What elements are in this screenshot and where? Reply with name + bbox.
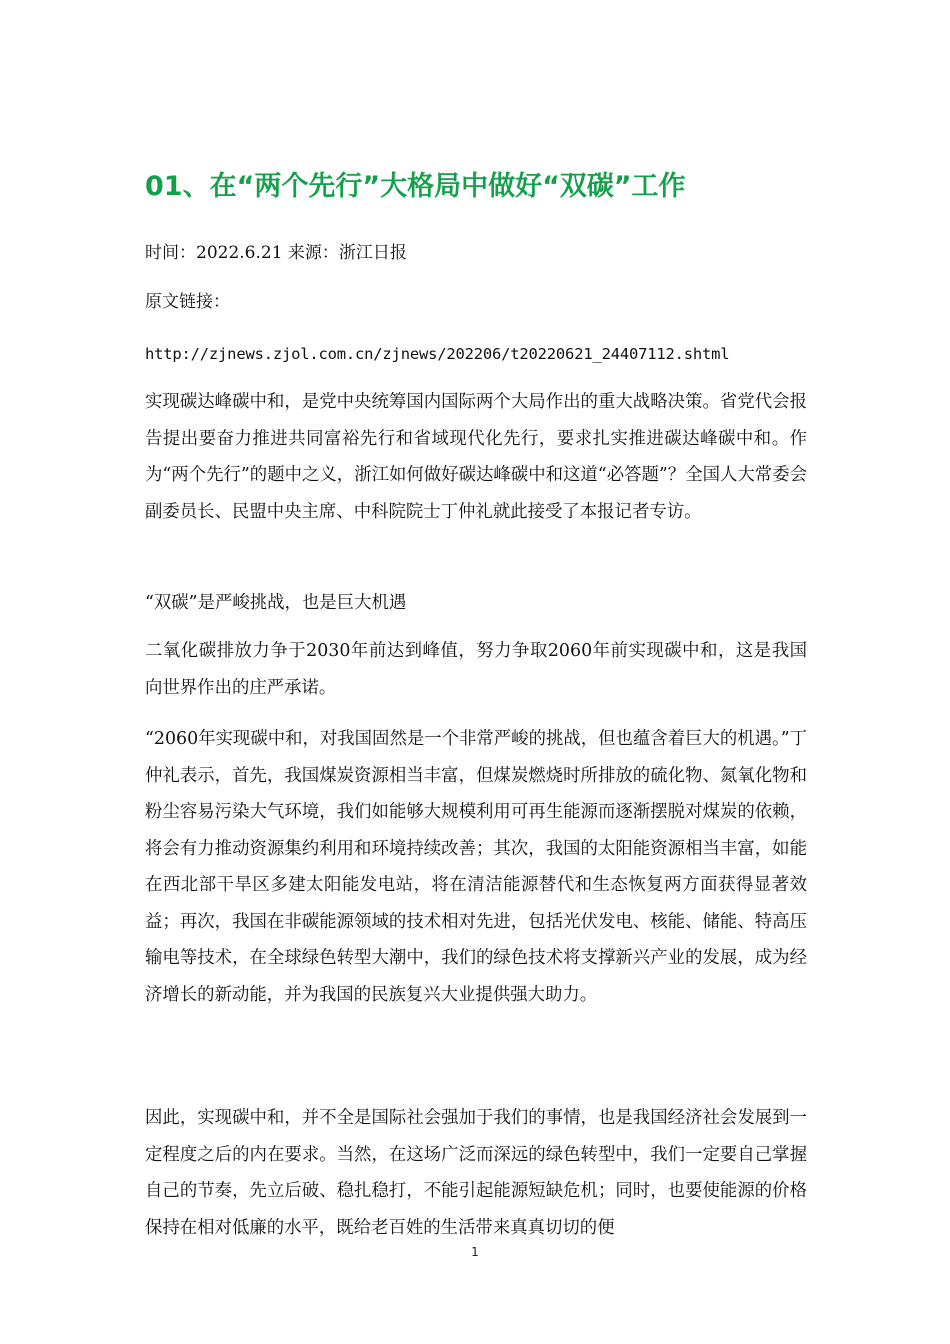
paragraph-intro: 实现碳达峰碳中和，是党中央统筹国内国际两个大局作出的重大战略决策。省党代会报告提出要奋力推进共同富裕先行和省域现代化先行，要求扎实推进碳达峰碳中和。作为“两个先行”的题中之义，浙江如何做好碳达峰碳中和这道“必答题”？全国人大常委会副委员长、民盟中央主席、中科院院士丁仲礼就此接受了本报记者专访。 <box>145 392 807 522</box>
paragraph-opportunity: “2060年实现碳中和，对我国固然是一个非常严峻的挑战，但也蕴含着巨大的机遇。”丁仲礼表示，首先，我国煤炭资源相当丰富，但煤炭燃烧时所排放的硫化物、氮氧化物和粉尘容易污染大气环境，我们如能够大规模利用可再生能源而逐渐摆脱对煤炭的依赖，将会有力推动资源集约利用和环境持续改善；其次，我国的太阳能资源相当丰富，如能在西北部干旱区多建太阳能发电站，将在清洁能源替代和生态恢复两方面获得显著效益；再次，我国在非碳能源领域的技术相对先进，包括光伏发电、核能、储能、特高压输电等技术，在全球绿色转型大潮中，我们的绿色技术将支撑新兴产业的发展，成为经济增长的新动能，并为我国的民族复兴大业提供强大助力。 <box>145 729 808 1005</box>
article-title: 01、在“两个先行”大格局中做好“双碳”工作 <box>145 171 686 202</box>
paragraph-conclusion: 因此，实现碳中和，并不全是国际社会强加于我们的事情，也是我国经济社会发展到一定程度之后的内在要求。当然，在这场广泛而深远的绿色转型中，我们一定要自己掌握自己的节奏，先立后破、稳扎稳打，不能引起能源短缺危机；同时，也要使能源的价格保持在相对低廉的水平，既给老百姓的生活带来真真切切的便 <box>145 1108 807 1238</box>
section-heading: “双碳”是严峻挑战，也是巨大机遇 <box>145 593 407 613</box>
article-meta: 时间：2022.6.21 来源：浙江日报 <box>145 243 407 263</box>
link-label: 原文链接： <box>145 292 230 312</box>
paragraph-commitment: 二氧化碳排放力争于2030年前达到峰值，努力争取2060年前实现碳中和，这是我国向世界作出的庄严承诺。 <box>145 641 807 698</box>
page-number: 1 <box>471 1245 479 1259</box>
source-link[interactable]: http://zjnews.zjol.com.cn/zjnews/202206/t20220621_24407112.shtml <box>145 345 730 363</box>
